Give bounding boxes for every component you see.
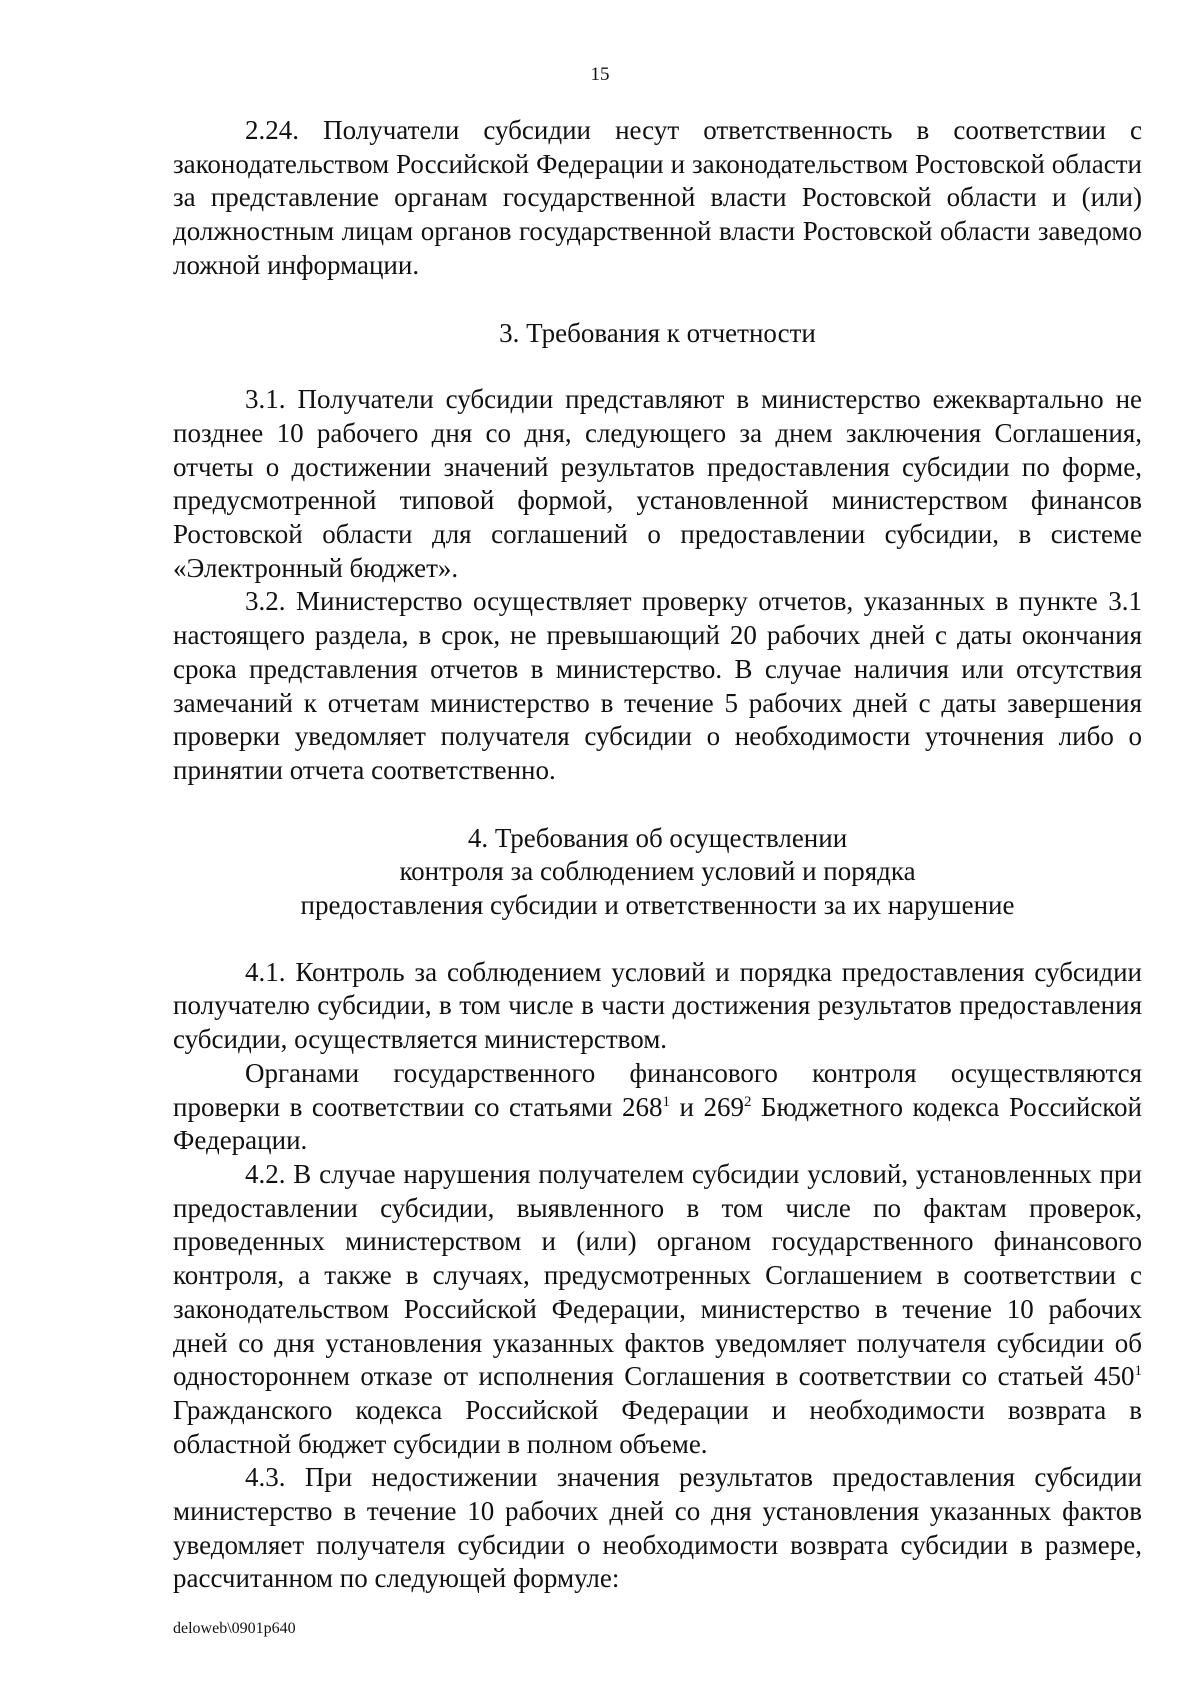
- superscript: 1: [1134, 1363, 1142, 1380]
- paragraph-4-1: 4.1. Контроль за соблюдением условий и порядка предоставления субсидии получателю субсидии, в том числе в части достижения результатов предоставления субсидии, осуществляется министерством.: [173, 956, 1142, 1055]
- section-4-title: [173, 822, 1142, 923]
- paragraph-3-1: 3.1. Получатели субсидии представляют в министерство ежеквартально не позднее 10 рабочего дня со дня, следующего за днем заключения Соглашения, отчеты о достижении значений результатов предоставления субсидии по форме, предусмотренной типовой формой, установленной министерством финансов Ростовской области для соглашений о предоставлении субсидии, в системе «Электронный бюджет».: [173, 384, 1142, 583]
- text-run: Органами государственного финансового контроля осуществляются проверки в соответствии со статьями 268: [173, 1057, 1142, 1122]
- paragraph-4-3: 4.3. При недостижении значения результатов предоставления субсидии министерство в течение 10 рабочих дней со дня установления указанных фактов уведомляет получателя субсидии о необходимости возврата субсидии в размере, рассчитанном по следующей формуле:: [173, 1462, 1142, 1594]
- section-4-title-line-3: предоставления субсидии и ответственности за их нарушение: [300, 890, 1015, 921]
- paragraph-2-24: 2.24. Получатели субсидии несут ответственность в соответствии с законодательством Российской Федерации и законодательством Ростовской области за представление органам государственной власти Ростовской области и (или) должностным лицам органов государственной власти Ростовской области заведомо ложной информации.: [173, 115, 1142, 280]
- superscript: 2: [743, 1093, 752, 1110]
- document-body: [173, 114, 1142, 1596]
- spacer: [173, 283, 1142, 317]
- section-3-title: 3. Требования к отчетности: [499, 317, 816, 348]
- section-4-title-line-2: контроля за соблюдением условий и порядка: [399, 856, 916, 887]
- spacer: [173, 788, 1142, 822]
- spacer: [173, 350, 1142, 383]
- paragraph-4-2: [173, 1158, 1142, 1461]
- spacer: [173, 923, 1142, 956]
- text-run: 4.2. В случае нарушения получателем субсидии условий, установленных при предоставлении субсидии, выявленного в том числе по фактам проверок, проведенных министерством и (или) органом государственного финансового контроля, а также в случаях, предусмотренных Соглашением в соответствии с законодательством Российской Федерации, министерство в течение 10 рабочих дней со дня установления указанных фактов уведомляет получателя субсидии об одностороннем отказе от исполнения Соглашения в соответствии со статьей 450: [173, 1158, 1142, 1392]
- page-number: 15: [590, 64, 610, 85]
- text-run: Бюджетного кодекса Российской Федерации.: [173, 1091, 1143, 1156]
- footer-document-code: deloweb\0901p640: [173, 1620, 296, 1637]
- text-run: и 269: [669, 1091, 744, 1122]
- section-4-title-line-1: 4. Требования об осуществлении: [467, 822, 848, 853]
- superscript: 1: [662, 1093, 670, 1110]
- paragraph-4-1-control: [173, 1057, 1142, 1158]
- paragraph-3-2: 3.2. Министерство осуществляет проверку отчетов, указанных в пункте 3.1 настоящего раздела, в срок, не превышающий 20 рабочих дней с даты окончания срока представления отчетов в министерство. В случае наличия или отсутствия замечаний к отчетам министерство в течение 5 рабочих дней с даты завершения проверки уведомляет получателя субсидии о необходимости уточнения либо о принятии отчета соответственно.: [173, 586, 1142, 785]
- text-run: Гражданского кодекса Российской Федерации и необходимости возврата в областной бюджет субсидии в полном объеме.: [173, 1394, 1142, 1459]
